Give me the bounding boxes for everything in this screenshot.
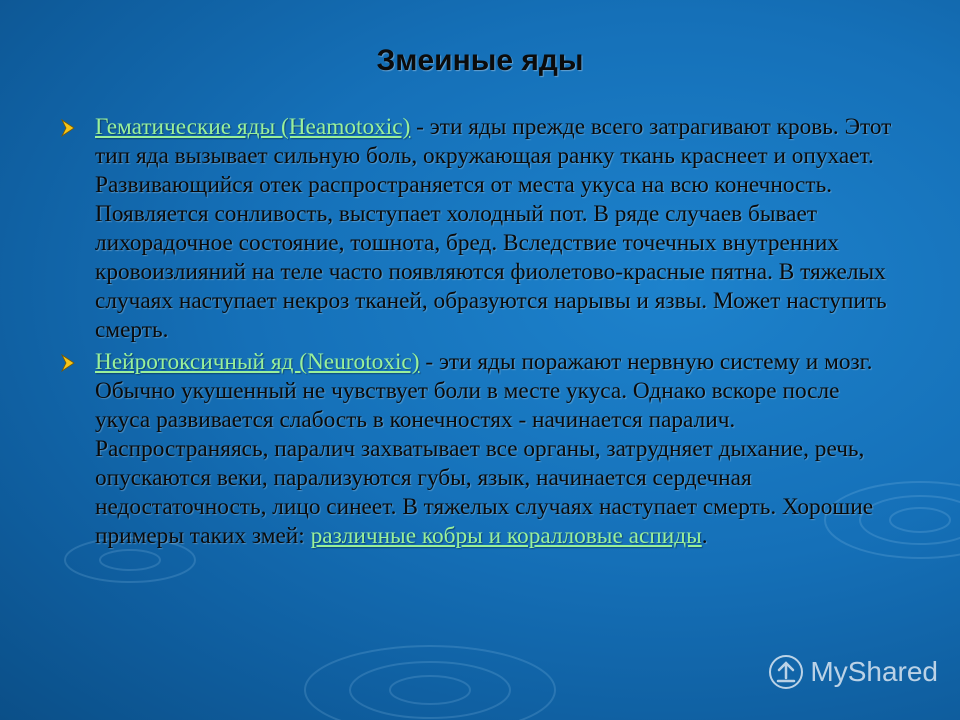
slide-body (60, 113, 900, 554)
neurotoxic-link[interactable]: Нейротоксичный яд (Neurotoxic) (95, 349, 420, 375)
myshared-logo-icon (768, 654, 804, 690)
trailing-period: . (701, 523, 708, 549)
hemotoxic-description: - эти яды прежде всего затрагивают кровь. Этот тип яда вызывает сильную боль, окружающая ранку ткань краснеет и опухает. Развивающийся отек распространяется от места укуса на всю конечность. Появляется сонливость, выступает холодный пот. В ряде случаев бывает лихорадочное состояние, тошнота, бред. Вследствие точечных внутренних кровоизлияний на теле часто появляются фиолетово-красные пятна. В тяжелых случаях наступает некроз тканей, образуются нарывы и язвы. Может наступить смерть. (95, 114, 892, 343)
bullet-item-hemotoxic (60, 113, 900, 345)
hemotoxic-link[interactable]: Гематические яды (Heamotoxic) (95, 114, 411, 140)
arrow-bullet-icon (60, 114, 80, 138)
slide-title: Змеиные яды (376, 44, 584, 77)
watermark-text: MyShared (810, 656, 938, 687)
neurotoxic-description: - эти яды поражают нервную систему и мозг. Обычно укушенный не чувствует боли в месте укуса. Однако вскоре после укуса развивается слабость в конечностях - начинается паралич. Распространяясь, паралич захватывает все органы, затрудняет дыхание, речь, опускаются веки, парализуются губы, язык, начинается сердечная недостаточность, лицо синеет. В тяжелых случаях наступает смерть. Хорошие примеры таких змей: (95, 349, 874, 549)
bullet-item-neurotoxic (60, 348, 900, 551)
myshared-watermark (768, 652, 938, 692)
cobras-aspids-link[interactable]: различные кобры и коралловые аспиды (310, 523, 702, 549)
arrow-bullet-icon (60, 349, 80, 373)
